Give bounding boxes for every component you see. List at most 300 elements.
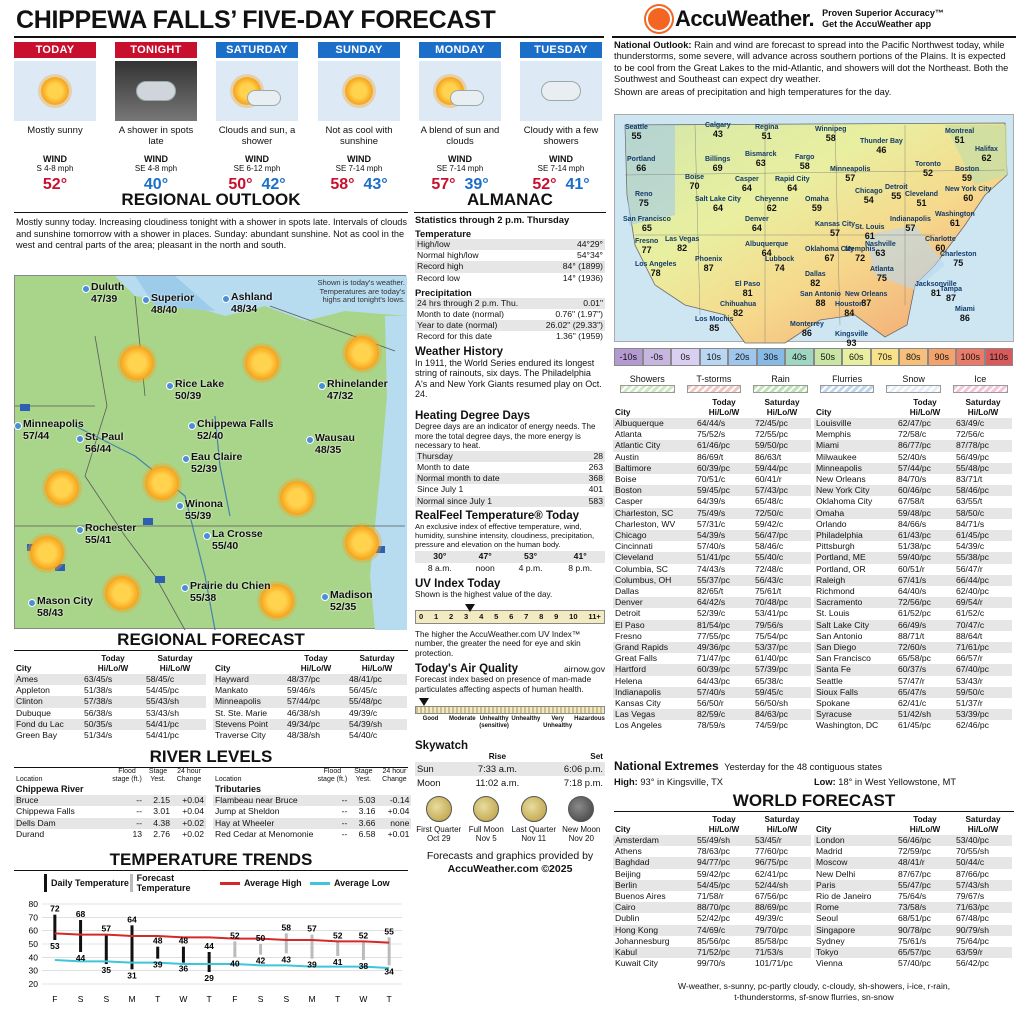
credit <box>415 850 605 876</box>
header-today: Today <box>304 654 328 663</box>
us-map-city-temp: 54 <box>863 195 874 205</box>
river-value: +0.04 <box>387 806 410 817</box>
cloud-shape <box>450 90 484 106</box>
city-name: Atlanta <box>615 429 642 440</box>
day-description: A blend of sun and clouds <box>420 125 500 147</box>
us-map-city-name: Charleston <box>940 251 977 258</box>
table-row <box>415 473 605 484</box>
moon-icon <box>568 796 594 822</box>
day-label: SATURDAY <box>216 42 298 58</box>
aq-scale-label: Good <box>422 715 439 722</box>
legend-forecast: Forecast Temperature <box>136 873 191 893</box>
forecast-value: 60/39/pc <box>695 664 753 675</box>
forecast-value: 55/37/pc <box>695 575 753 586</box>
us-map-city-temp: 62 <box>981 153 992 163</box>
precip-legend-item <box>681 374 748 393</box>
river-value: 4.38 <box>144 818 172 829</box>
forecast-value: 75/64/s <box>898 891 927 902</box>
forecast-value: 63/55/t <box>956 496 983 507</box>
table-row <box>814 552 1012 563</box>
sun-icon <box>345 336 379 370</box>
map-city <box>330 589 373 613</box>
us-map-city <box>685 173 704 191</box>
forecast-value: 48/41/r <box>896 857 954 868</box>
uv-scale-bar <box>415 610 605 624</box>
header-stage: Stage Yest. <box>354 768 373 783</box>
precip-legend-label: Ice <box>974 374 987 384</box>
us-map-city-temp: 64 <box>741 183 752 193</box>
table-row <box>213 806 411 817</box>
forecast-value: 63/45/s <box>82 674 144 685</box>
city-name: Kabul <box>613 947 695 958</box>
us-map-city-name: Fresno <box>635 238 659 245</box>
us-map-city-name: Minneapolis <box>830 166 871 173</box>
forecast-value: 55/43/sh <box>144 696 206 707</box>
high-data-label: 48 <box>178 935 189 946</box>
day-label: TODAY <box>14 42 96 58</box>
city-name: Dublin <box>615 913 640 924</box>
temp-legend-cell: 80s <box>899 348 928 366</box>
table-row <box>814 541 1012 552</box>
sun-icon <box>105 576 139 610</box>
river-value: -- <box>110 795 144 806</box>
high-temp: 52° <box>532 176 557 193</box>
map-city-temp: 47/32 <box>327 390 354 402</box>
us-map-city-name: Jacksonville <box>915 281 957 288</box>
city-name: Boise <box>615 474 637 485</box>
high-temp: 57° <box>431 176 456 193</box>
forecast-value: 72/50/c <box>753 508 811 519</box>
map-city-name: Madison <box>330 589 373 601</box>
sun-logo-icon <box>648 8 670 30</box>
header-blank <box>14 654 82 664</box>
us-map-city <box>945 185 991 203</box>
forecast-value: 66/44/pc <box>954 575 1012 586</box>
forecast-value: 66/49/s <box>896 620 954 631</box>
table-row <box>613 880 811 891</box>
us-map-city <box>735 175 759 193</box>
map-city-temp: 52/35 <box>330 601 357 613</box>
high-temp: 50° <box>228 176 253 193</box>
table-row <box>415 762 605 776</box>
forecast-value: 54/39/s <box>695 530 753 541</box>
forecast-value: 87/66/pc <box>956 868 989 879</box>
us-map-city <box>755 195 788 213</box>
almanac-value: 583 <box>572 496 605 507</box>
table-row <box>613 452 811 463</box>
forecast-value: 56/45/c <box>349 685 378 696</box>
forecast-value: 58/46/c <box>755 541 784 552</box>
us-map-city-name: Regina <box>755 124 779 131</box>
city-name: Fresno <box>615 630 642 641</box>
table-row <box>814 720 1012 731</box>
city-name: Great Falls <box>615 653 658 664</box>
city-dot <box>181 584 189 592</box>
table-row <box>814 508 1012 519</box>
city-name: Mankato <box>215 685 248 696</box>
us-map-city-temp: 52 <box>922 168 933 178</box>
us-map-city-name: Washington <box>935 211 975 218</box>
table-row <box>613 687 811 698</box>
forecast-value: 77/55/pc <box>697 630 730 641</box>
map-city <box>185 498 223 522</box>
moon-phase-date: Nov 11 <box>521 833 547 843</box>
city-name: Dallas <box>615 586 639 597</box>
table-row <box>613 642 811 653</box>
temp-legend-cell: 40s <box>785 348 814 366</box>
header-change: 24 hour Change <box>382 768 407 783</box>
map-city-name: Chippewa Falls <box>197 418 274 430</box>
table-row <box>415 776 605 790</box>
city-name: Moscow <box>814 857 896 868</box>
table-row <box>814 913 1012 924</box>
us-map-city-name: Portland <box>627 156 656 163</box>
us-map-city-name: Kansas City <box>815 221 856 228</box>
forecast-value: 73/58/s <box>896 902 954 913</box>
table-row <box>613 869 811 880</box>
forecast-value: 87/78/pc <box>954 440 1012 451</box>
city-name: Portland, OR <box>816 563 866 574</box>
us-cities-table-right <box>814 398 1012 732</box>
moon-phase <box>511 796 557 844</box>
river-value: +0.04 <box>182 806 204 817</box>
high-data-label: 50 <box>255 933 266 943</box>
forecast-value: 72/55/pc <box>755 429 788 440</box>
header-today: Today <box>712 398 736 407</box>
us-map-city <box>940 250 977 268</box>
forecast-value: 72/45/pc <box>753 418 811 429</box>
map-city-name: Ashland <box>231 291 273 303</box>
uv-scale-label: 4 <box>479 612 484 622</box>
temp-legend-cell: 60s <box>842 348 871 366</box>
us-map-city-name: Dallas <box>805 271 826 278</box>
map-city <box>231 291 272 315</box>
low-temp: 40° <box>143 176 169 193</box>
us-map-city-name: Chihuahua <box>720 301 757 308</box>
map-city-temp: 48/34 <box>231 303 258 315</box>
x-tick-label: S <box>257 994 264 1004</box>
city-name: Madrid <box>816 846 843 857</box>
forecast-value: 56/50/sh <box>755 698 788 709</box>
city-name: Seattle <box>816 675 843 686</box>
precip-legend-item <box>880 374 947 393</box>
forecast-value: 84/66/s <box>898 518 927 529</box>
forecast-value: 55/47/pc <box>896 880 954 891</box>
rule <box>14 212 408 213</box>
low-data-label: 42 <box>255 955 266 966</box>
map-city-temp: 52/40 <box>197 430 224 442</box>
river-value: 5.03 <box>349 795 377 806</box>
almanac-value: 401 <box>588 484 603 495</box>
forecast-value: 53/37/pc <box>753 642 811 653</box>
river-value: none <box>377 818 411 829</box>
precip-legend-swatch <box>687 385 742 393</box>
table-row <box>415 331 605 342</box>
table-row <box>814 519 1012 530</box>
uv-scale-label: 11+ <box>588 612 601 622</box>
us-map-city-temp: 87 <box>861 298 872 308</box>
river-value: +0.01 <box>387 828 410 839</box>
city-name: Berlin <box>613 880 695 891</box>
us-map-city-name: Indianapolis <box>890 216 931 223</box>
table-row <box>814 418 1012 429</box>
forecast-value: 72/56/c <box>956 429 985 440</box>
us-map-city-name: Charlotte <box>925 236 956 243</box>
city-name: Rome <box>814 902 896 913</box>
sun-icon <box>14 61 96 121</box>
forecast-value: 66/57/r <box>956 653 983 664</box>
table-row <box>14 795 206 806</box>
almanac-heading: ALMANAC <box>467 190 553 209</box>
table-row <box>613 463 811 474</box>
city-dot <box>222 295 230 303</box>
forecast-value: 56/46/pc <box>896 835 954 846</box>
us-map-city-temp: 86 <box>959 313 970 323</box>
us-map-city <box>627 155 655 173</box>
forecast-value: 46/38/sh <box>287 707 320 718</box>
forecast-value: 88/71/t <box>898 630 925 641</box>
header-hilo: Hi/Lo/W <box>300 664 332 673</box>
forecast-value: 67/58/t <box>898 496 925 507</box>
stats-heading: Statistics through 2 p.m. Thursday <box>415 214 570 225</box>
low-data-label: 39 <box>152 959 163 970</box>
us-map-city <box>945 127 974 145</box>
forecast-value: 79/70/pc <box>753 925 811 936</box>
precip-legend-item <box>614 374 681 393</box>
forecast-value: 90/78/pc <box>896 925 954 936</box>
header-hilo: Hi/Lo/W <box>361 664 393 673</box>
us-map-city <box>940 285 962 303</box>
table-row <box>14 829 206 840</box>
realfeel-temp: 47° <box>465 551 506 562</box>
city-name: Hartford <box>613 664 695 675</box>
us-map-city <box>830 165 870 183</box>
map-city-temp: 55/40 <box>212 540 239 552</box>
almanac-label: Since July 1 <box>417 484 464 495</box>
y-tick-label: 60 <box>28 925 38 936</box>
forecast-value: 74/59/pc <box>755 720 788 731</box>
river-value: 3.66 <box>349 818 377 829</box>
river-value: -- <box>341 806 348 817</box>
map-city-name: Rice Lake <box>175 378 225 390</box>
us-map-city-temp: 75 <box>876 273 887 283</box>
header-hilo: Hi/Lo/W <box>766 825 798 834</box>
us-map-city-name: Phoenix <box>695 256 723 263</box>
city-name: Atlantic City <box>613 440 695 451</box>
forecast-table <box>814 398 1012 732</box>
forecast-value: 55/48/pc <box>954 463 1012 474</box>
forecast-value: 67/48/pc <box>956 913 989 924</box>
city-name: Chicago <box>613 530 695 541</box>
river-levels-heading: RIVER LEVELS <box>149 747 273 766</box>
table-row <box>814 891 1012 902</box>
city-name: Kansas City <box>615 698 661 709</box>
city-dot <box>182 455 190 463</box>
precip-legend-label: Rain <box>771 374 790 384</box>
us-map-city-name: Montreal <box>945 128 975 135</box>
table-row <box>814 835 1012 846</box>
forecast-value: 60/37/s <box>896 664 954 675</box>
map-city-name: Rochester <box>85 522 137 534</box>
high-data-label: 58 <box>281 922 292 933</box>
day-label: SUNDAY <box>318 42 400 58</box>
forecast-value: 79/56/s <box>753 620 811 631</box>
forecast-value: 55/49/sh <box>695 835 753 846</box>
table-row <box>613 709 811 720</box>
uv-scale-label: 6 <box>509 612 514 622</box>
us-map-city-temp: 61 <box>864 231 875 241</box>
header-blank <box>613 815 695 825</box>
header-hilo: Hi/Lo/W <box>967 408 999 417</box>
table-row <box>613 653 811 664</box>
forecast-value: 57/43/sh <box>954 880 1012 891</box>
us-map-city-temp: 64 <box>787 183 798 193</box>
us-map-city-name: Miami <box>955 306 975 313</box>
forecast-value: 58/50/c <box>954 508 1012 519</box>
table-row <box>613 541 811 552</box>
us-map-city-temp: 62 <box>766 203 777 213</box>
map-city <box>37 595 93 619</box>
city-name: Columbus, OH <box>613 575 695 586</box>
forecast-value: 60/41/r <box>755 474 782 485</box>
aq-pointer-icon <box>419 698 429 706</box>
forecast-value: 90/79/sh <box>954 925 1012 936</box>
header-saturday: Saturday <box>965 398 1001 407</box>
sun-cloud-icon <box>216 61 298 121</box>
header-city: City <box>16 664 32 673</box>
table-row <box>415 273 605 284</box>
us-map-city-name: Salt Lake City <box>695 196 741 203</box>
city-name: Beijing <box>615 868 641 879</box>
us-map-city <box>915 160 941 178</box>
forecast-value: 67/41/s <box>896 575 954 586</box>
forecast-value: 85/58/pc <box>755 935 788 946</box>
city-name: Tokyo <box>814 947 896 958</box>
us-map-city-temp: 60 <box>935 243 946 253</box>
forecast-value: 60/39/pc <box>695 463 753 474</box>
realfeel-time: noon <box>475 562 495 573</box>
uv-scale-label: 7 <box>524 612 529 622</box>
city-name: Vienna <box>816 958 843 969</box>
forecast-value: 101/71/pc <box>755 958 793 969</box>
precip-legend-item <box>814 374 881 393</box>
low-temp: 42° <box>261 176 286 193</box>
forecast-value: 61/40/pc <box>755 653 788 664</box>
precip-legend-swatch <box>820 385 875 393</box>
world-forecast-heading: WORLD FORECAST <box>732 791 896 810</box>
forecast-value: 61/52/c <box>956 608 985 619</box>
us-map-city <box>805 195 829 213</box>
national-outlook <box>614 40 1014 98</box>
map-city-temp: 55/41 <box>85 534 112 546</box>
almanac-value: 1.36" (1959) <box>555 331 603 342</box>
high-data-label: 68 <box>75 909 86 919</box>
forecast-value: 52/42/pc <box>697 913 730 924</box>
city-name: Oklahoma City <box>816 496 873 507</box>
day-description: Mostly sunny <box>27 125 83 136</box>
river-group: Tributaries <box>215 784 262 794</box>
weather-key-line1: W-weather, s-sunny, pc-partly cloudy, c-cloudy, sh-showers, i-ice, r-rain, <box>677 981 951 991</box>
day-description: Clouds and sun, a shower <box>218 125 296 147</box>
forecast-value: 75/54/pc <box>755 630 788 641</box>
table-row <box>213 708 407 719</box>
map-city-name: Prairie du Chien <box>190 580 271 592</box>
table-row <box>213 730 407 741</box>
national-outlook-text: Rain and wind are forecast to spread into the Pacific Northwest today, while thunderstorms, some severe, will advance across southern portions of the Plains. It is expected to be cool from the Great Lakes to the mid-Atlantic, and showers will dot the Northeast. Both the Southwest and Southeast can expect dry weather. <box>614 40 1009 85</box>
forecast-value: 78/63/pc <box>697 846 730 857</box>
x-tick-label: S <box>103 994 110 1004</box>
map-city <box>327 378 388 402</box>
us-map-city-temp: 58 <box>825 133 836 143</box>
header-saturday: Saturday <box>764 815 800 824</box>
map-city-name: Rhinelander <box>327 378 388 390</box>
low-data-label: 53 <box>50 941 60 951</box>
forecast-value: 57/39/pc <box>753 664 811 675</box>
river-location: Jump at Sheldon <box>215 806 280 817</box>
forecast-table <box>613 398 811 732</box>
temp-legend-cell: 70s <box>871 348 900 366</box>
precip-legend-label: Flurries <box>832 374 863 384</box>
forecast-value: 72/48/c <box>755 563 784 574</box>
x-tick-label: S <box>283 994 290 1004</box>
river-location: Bruce <box>14 795 110 806</box>
forecast-value: 53/39/pc <box>954 709 1012 720</box>
table-row <box>613 891 811 902</box>
accuweather-logo <box>648 6 944 32</box>
realfeel-time: 8 p.m. <box>568 562 593 573</box>
forecast-value: 71/58/r <box>697 891 724 902</box>
cloud-shape <box>247 90 281 106</box>
day-forecast <box>520 42 602 194</box>
table-row <box>814 575 1012 586</box>
map-city <box>85 431 124 455</box>
forecast-value: 65/48/c <box>755 496 784 507</box>
us-map-city-name: Albuquerque <box>745 241 789 248</box>
forecast-table <box>14 654 206 741</box>
forecast-value: 62/47/pc <box>896 418 954 429</box>
us-map-city <box>695 255 722 273</box>
header-blank <box>613 398 695 408</box>
river-table <box>14 768 206 840</box>
skywatch-value: 7:18 p.m. <box>563 776 603 788</box>
river-table-right <box>213 768 411 840</box>
us-map-city-name: New Orleans <box>845 291 888 298</box>
forecast-value: 59/50/c <box>954 687 1012 698</box>
temperature-trends-heading: TEMPERATURE TRENDS <box>109 850 313 869</box>
header-change: 24 hour Change <box>176 768 202 783</box>
map-city-name: Wausau <box>315 432 355 444</box>
extremes-sub: Yesterday for the 48 contiguous states <box>724 762 883 772</box>
us-map-city-temp: 61 <box>949 218 960 228</box>
us-map-city-name: Thunder Bay <box>860 138 903 145</box>
us-map-city-name: New York City <box>945 186 992 193</box>
table-row <box>814 597 1012 608</box>
brand-app-link[interactable]: Get the AccuWeather app <box>822 19 932 29</box>
wind-label: WIND <box>43 154 67 164</box>
table-row <box>415 462 605 473</box>
realfeel-time: 8 a.m. <box>427 562 452 573</box>
header-hilo: Hi/Lo/W <box>909 408 941 417</box>
forecast-value: 63/59/r <box>954 947 1012 958</box>
us-map-city-name: Los Angeles <box>635 261 677 268</box>
forecast-value: 86/69/t <box>697 451 724 462</box>
high-data-label: 57 <box>307 923 317 934</box>
uv-scale <box>415 604 605 630</box>
us-map-city-name: Kingsville <box>835 331 869 338</box>
precip-legend-swatch <box>753 385 808 393</box>
map-city-temp: 57/44 <box>23 430 50 442</box>
city-name: Columbia, SC <box>615 563 669 574</box>
